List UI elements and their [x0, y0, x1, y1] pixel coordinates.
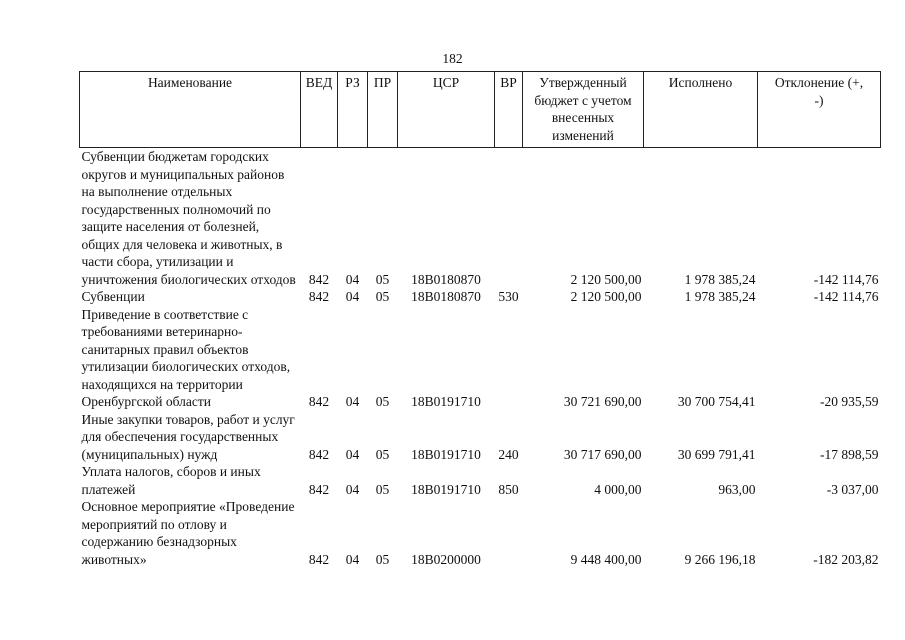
row-csr: 18В0200000: [411, 551, 481, 567]
table-row: [80, 148, 881, 289]
page-number: 182: [442, 51, 463, 66]
header-pr: ПР: [368, 72, 398, 148]
header-approved: Утвержденный бюджет с учетом внесенных изменений: [523, 72, 644, 148]
row-executed: 1 978 385,24: [684, 289, 756, 304]
row-csr: 18В0180870: [411, 271, 481, 287]
row-vr: 240: [498, 446, 519, 462]
row-approved: 2 120 500,00: [570, 271, 642, 287]
row-deviation: -182 203,82: [813, 551, 879, 567]
row-pr: 05: [375, 481, 390, 497]
table-row: [80, 463, 881, 498]
row-rz: 04: [345, 551, 360, 567]
row-approved: 9 448 400,00: [570, 551, 642, 567]
row-pr: 05: [375, 446, 390, 462]
table-row: [80, 306, 881, 411]
row-deviation: -20 935,59: [820, 394, 879, 409]
table-row: [80, 288, 881, 306]
row-executed: 1 978 385,24: [684, 271, 756, 287]
row-csr: 18В0191710: [411, 446, 481, 462]
row-ved: 842: [308, 481, 330, 497]
row-csr: 18В0191710: [411, 394, 481, 409]
row-executed: 963,00: [718, 481, 756, 497]
table-row: [80, 411, 881, 464]
row-name: Субвенции: [81, 289, 145, 304]
row-name: Основное мероприятие «Проведение мероприятий по отлову и содержанию безнадзорных животных»: [81, 499, 295, 567]
row-ved: 842: [308, 446, 330, 462]
header-executed: Исполнено: [644, 72, 758, 148]
row-ved: 842: [308, 271, 330, 287]
row-vr: [495, 306, 523, 411]
row-vr: [495, 148, 523, 289]
row-deviation: -3 037,00: [826, 481, 879, 497]
budget-execution-table: [79, 71, 881, 568]
row-pr: 05: [375, 551, 390, 567]
header-rz: РЗ: [338, 72, 368, 148]
row-rz: 04: [345, 271, 360, 287]
row-vr: 530: [498, 289, 519, 304]
row-rz: 04: [345, 289, 360, 304]
row-deviation: -142 114,76: [813, 271, 879, 287]
row-csr: 18В0180870: [411, 289, 481, 304]
row-ved: 842: [308, 551, 330, 567]
header-name: Наименование: [80, 72, 301, 148]
header-ved: ВЕД: [301, 72, 338, 148]
table-row: [80, 498, 881, 568]
row-pr: 05: [375, 271, 390, 287]
row-pr: 05: [375, 289, 390, 304]
row-rz: 04: [345, 446, 360, 462]
row-executed: 30 699 791,41: [677, 446, 756, 462]
row-vr: [495, 498, 523, 568]
row-name: Уплата налогов, сборов и иных платежей: [81, 464, 261, 497]
row-approved: 4 000,00: [594, 481, 642, 497]
row-executed: 9 266 196,18: [684, 551, 756, 567]
header-csr: ЦСР: [398, 72, 495, 148]
row-executed: 30 700 754,41: [677, 394, 756, 409]
row-ved: 842: [308, 394, 330, 409]
row-ved: 842: [308, 289, 330, 304]
row-approved: 2 120 500,00: [570, 289, 642, 304]
row-rz: 04: [345, 394, 360, 409]
row-name: Субвенции бюджетам городских округов и муниципальных районов на выполнение отдельных государственных полномочий по защите населения от болезней, общих для человека и животных, в части сбора, утилизации и уничтожения биологических отходов: [81, 149, 296, 287]
header-deviation: Отклонение (+, -): [758, 72, 881, 148]
row-approved: 30 721 690,00: [563, 394, 642, 409]
table-header-row: [80, 72, 881, 148]
row-rz: 04: [345, 481, 360, 497]
row-csr: 18В0191710: [411, 481, 481, 497]
row-vr: 850: [498, 481, 519, 497]
row-name: Иные закупки товаров, работ и услуг для обеспечения государственных (муниципальных) нужд: [81, 411, 295, 462]
row-deviation: -142 114,76: [813, 289, 879, 304]
row-approved: 30 717 690,00: [563, 446, 642, 462]
row-pr: 05: [375, 394, 390, 409]
row-deviation: -17 898,59: [820, 446, 879, 462]
header-vr: ВР: [495, 72, 523, 148]
row-name: Приведение в соответствие с требованиями ветеринарно-санитарных правил объектов утилизации биологических отходов, находящихся на территории Оренбургской области: [81, 306, 291, 409]
